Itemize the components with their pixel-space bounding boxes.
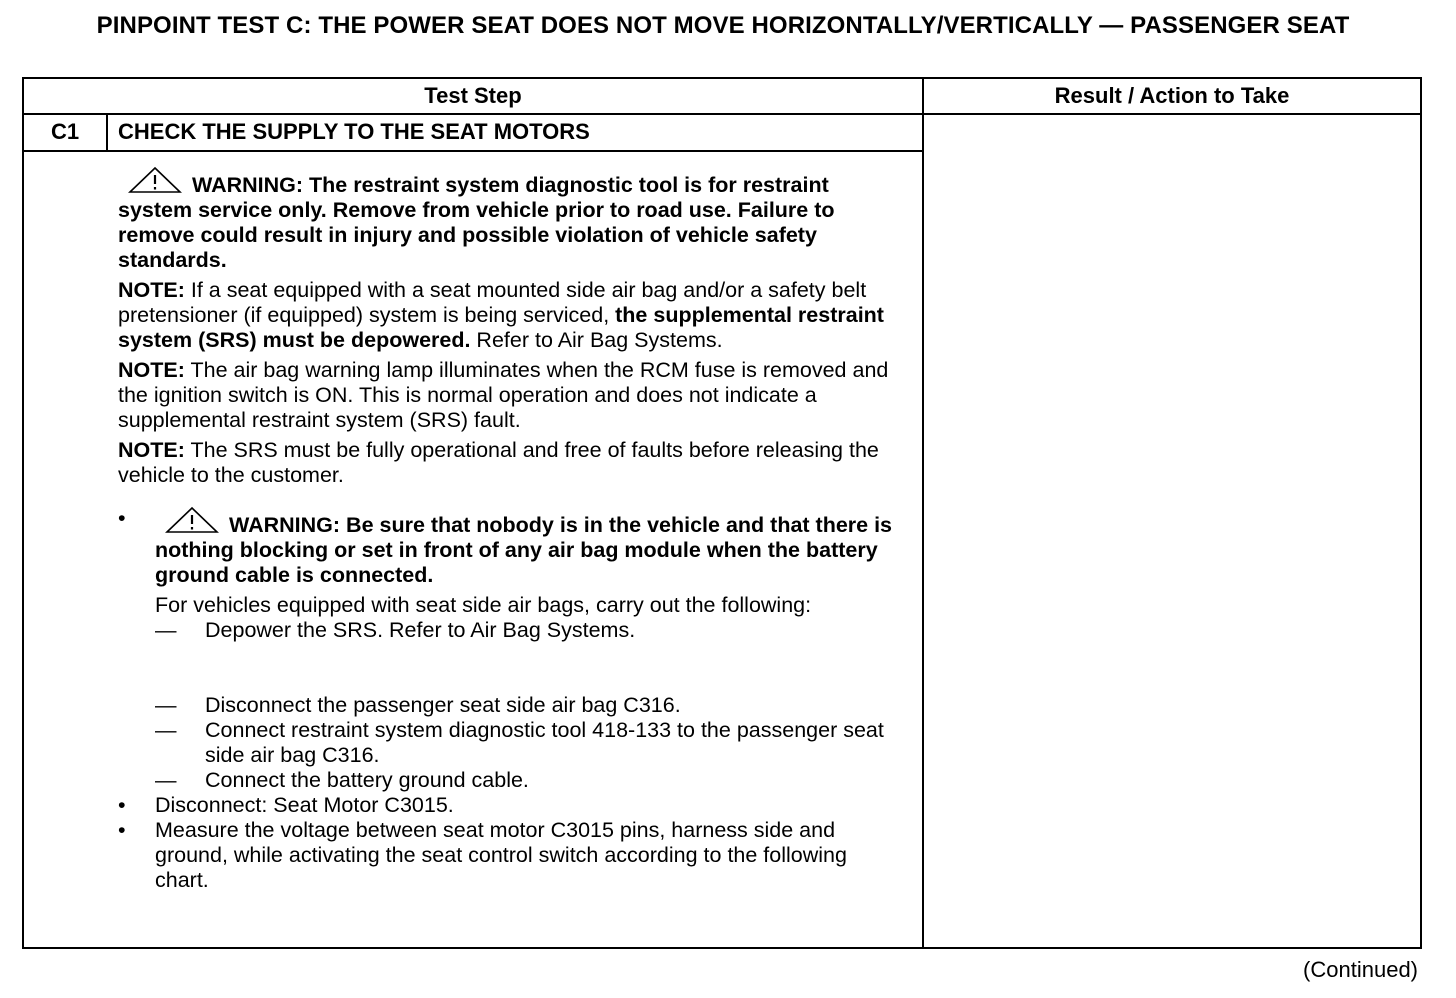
continued-label: (Continued) bbox=[1303, 957, 1418, 982]
header-result-action: Result / Action to Take bbox=[1054, 83, 1290, 108]
list-item bbox=[155, 768, 898, 793]
note-text: The SRS must be fully operational and free of faults before releasing the vehicle to the customer. bbox=[118, 438, 879, 487]
note-bold-text: the supplemental restraint system (SRS) must be depowered. bbox=[118, 303, 884, 352]
list-item bbox=[155, 718, 898, 768]
dash-item-text: Connect the battery ground cable. bbox=[205, 768, 529, 792]
note-text: If a seat equipped with a seat mounted side air bag and/or a safety belt pretensioner (if equipped) system is being serviced, bbox=[118, 278, 867, 327]
dash-item-text: Connect restraint system diagnostic tool 418-133 to the passenger seat side air bag C316. bbox=[205, 718, 884, 767]
dash-item-text: Disconnect the passenger seat side air bag C316. bbox=[205, 693, 681, 717]
step-title: CHECK THE SUPPLY TO THE SEAT MOTORS bbox=[118, 119, 590, 144]
bullet-text: Disconnect: Seat Motor C3015. bbox=[155, 793, 454, 817]
bullet-mark: • bbox=[118, 793, 126, 817]
warning-block-1 bbox=[118, 166, 898, 273]
step-id-divider bbox=[106, 115, 108, 150]
note-label: NOTE: bbox=[118, 438, 185, 462]
list-item bbox=[155, 618, 898, 643]
column-divider bbox=[922, 79, 924, 947]
dash-mark: — bbox=[155, 718, 177, 742]
warning-follow-text: For vehicles equipped with seat side air bags, carry out the following: bbox=[155, 593, 812, 617]
header-divider bbox=[24, 113, 1420, 115]
warning-triangle-icon bbox=[165, 506, 219, 534]
step-id: C1 bbox=[50, 119, 80, 144]
step-divider bbox=[24, 150, 922, 152]
list-item bbox=[118, 818, 898, 893]
dash-mark: — bbox=[155, 768, 177, 792]
note-1 bbox=[118, 278, 898, 353]
list-item bbox=[118, 793, 898, 818]
page-title: PINPOINT TEST C: THE POWER SEAT DOES NOT MOVE HORIZONTALLY/VERTICALLY — PASSENGER SEAT bbox=[96, 12, 1350, 39]
note-label: NOTE: bbox=[118, 278, 185, 302]
header-test-step: Test Step bbox=[424, 83, 522, 108]
note-label: NOTE: bbox=[118, 358, 185, 382]
note-text: The air bag warning lamp illuminates when the RCM fuse is removed and the ignition switch is ON. This is normal operation and does not indicate a supplemental restraint system (SRS) fault. bbox=[118, 358, 889, 432]
warning-text-1: WARNING: The restraint system diagnostic tool is for restraint system service only. Remove from vehicle prior to road use. Failure to remove could result in injury and possible violation of vehicle safety standards. bbox=[118, 173, 835, 272]
note-3 bbox=[118, 438, 898, 488]
list-item bbox=[155, 693, 898, 718]
dash-item-text: Depower the SRS. Refer to Air Bag Systems. bbox=[205, 618, 636, 642]
bullet-text: Measure the voltage between seat motor C3015 pins, harness side and ground, while activating the seat control switch according to the following chart. bbox=[155, 818, 847, 892]
warning-triangle-icon bbox=[128, 166, 182, 194]
bullet-mark: • bbox=[118, 506, 126, 530]
dash-mark: — bbox=[155, 693, 177, 717]
bullet-mark: • bbox=[118, 818, 126, 842]
list-item bbox=[118, 506, 898, 793]
note-reference: Refer to Air Bag Systems. bbox=[470, 328, 723, 352]
note-2 bbox=[118, 358, 898, 433]
dash-mark: — bbox=[155, 618, 177, 642]
test-step-content bbox=[118, 166, 898, 893]
warning-text-2: WARNING: Be sure that nobody is in the vehicle and that there is nothing blocking or set in front of any air bag module when the battery ground cable is connected. bbox=[155, 513, 893, 587]
warning-block-2 bbox=[155, 506, 898, 588]
